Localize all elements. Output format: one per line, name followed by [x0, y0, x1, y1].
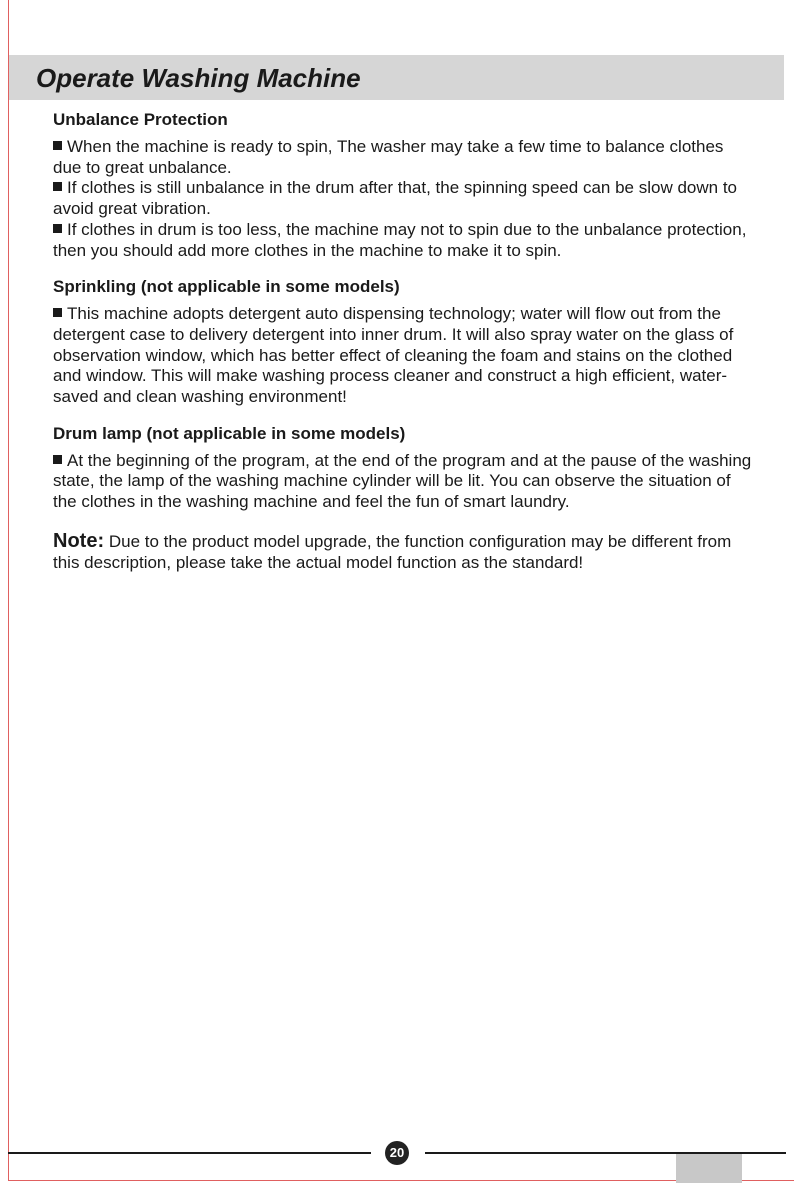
- bullet-item: If clothes is still unbalance in the drum after that, the spinning speed can be slow down to avoid great vibration.: [53, 178, 738, 219]
- section-title: Drum lamp (not applicable in some models): [53, 423, 406, 443]
- section-drum-lamp: [53, 423, 753, 513]
- section-title: Unbalance Protection: [53, 110, 228, 129]
- bullet-item: If clothes in drum is too less, the machine may not to spin due to the unbalance protection, then you should add more clothes in the machine to make it to spin.: [53, 219, 747, 260]
- note-block: [53, 531, 753, 573]
- note-text: Due to the product model upgrade, the function configuration may be different from this description, please take the actual model function as the standard!: [53, 531, 732, 572]
- bullet-square-icon: [53, 224, 62, 233]
- bullet-square-icon: [53, 308, 62, 317]
- section-unbalance-protection: [53, 109, 753, 261]
- content-body: [53, 109, 753, 573]
- bullet-square-icon: [53, 455, 62, 464]
- bullet-square-icon: [53, 141, 62, 150]
- page-number: 20: [385, 1141, 409, 1165]
- section-sprinkling: [53, 276, 753, 408]
- footer-rule-left: [8, 1152, 371, 1154]
- footer-tab: [676, 1154, 742, 1183]
- section-title: Sprinkling (not applicable in some models): [53, 277, 400, 297]
- bullet-square-icon: [53, 182, 62, 191]
- bullet-item: This machine adopts detergent auto dispensing technology; water will flow out from the detergent case to delivery detergent into inner drum. It will also spray water on the glass of observation window, which has better effect of cleaning the foam and stains on the clothed and window. This will make washing process cleaner and construct a high efficient, water-saved and clean washing environment!: [53, 304, 734, 407]
- left-margin-rule: [8, 0, 9, 1180]
- bullet-item: At the beginning of the program, at the end of the program and at the pause of the washing state, the lamp of the washing machine cylinder will be lit. You can observe the situation of the clothes in the washing machine and feel the fun of smart laundry.: [53, 450, 752, 512]
- note-label: Note:: [53, 529, 105, 552]
- bullet-item: When the machine is ready to spin, The washer may take a few time to balance clothes due to great unbalance.: [53, 137, 724, 177]
- page-title: Operate Washing Machine: [36, 63, 361, 93]
